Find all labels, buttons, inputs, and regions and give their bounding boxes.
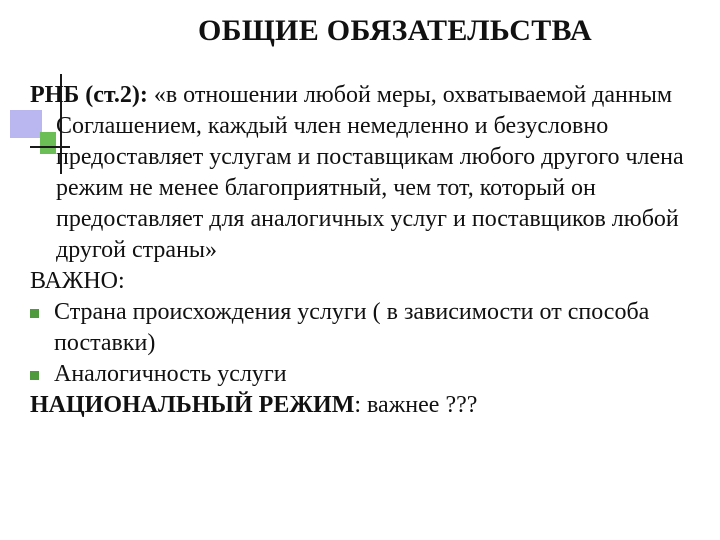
bullet-text: Аналогичность услуги: [54, 361, 287, 387]
square-bullet-icon: [30, 309, 39, 318]
national-regime-label: НАЦИОНАЛЬНЫЙ РЕЖИМ: [30, 392, 355, 418]
national-regime-text: : важнее ???: [354, 392, 478, 418]
list-item: [30, 359, 700, 390]
important-heading: ВАЖНО:: [30, 268, 125, 294]
rnb-label: РНБ (ст.2):: [30, 82, 148, 108]
rnb-text: «в отношении любой меры, охватываемой данным Соглашением, каждый член немедленно и безусловно предоставляет услугам и поставщикам любого другого члена режим не менее благоприятный, чем тот, который он предоставляет для аналогичных услуг и поставщиков любой другой страны»: [56, 82, 684, 263]
bullet-text: Страна происхождения услуги ( в зависимости от способа поставки): [54, 299, 650, 356]
national-regime-line: [30, 390, 700, 421]
square-bullet-icon: [30, 371, 39, 380]
slide-title: ОБЩИЕ ОБЯЗАТЕЛЬСТВА: [198, 14, 592, 47]
slide-content: [30, 80, 700, 421]
list-item: [30, 297, 700, 359]
rnb-paragraph: [30, 80, 700, 266]
